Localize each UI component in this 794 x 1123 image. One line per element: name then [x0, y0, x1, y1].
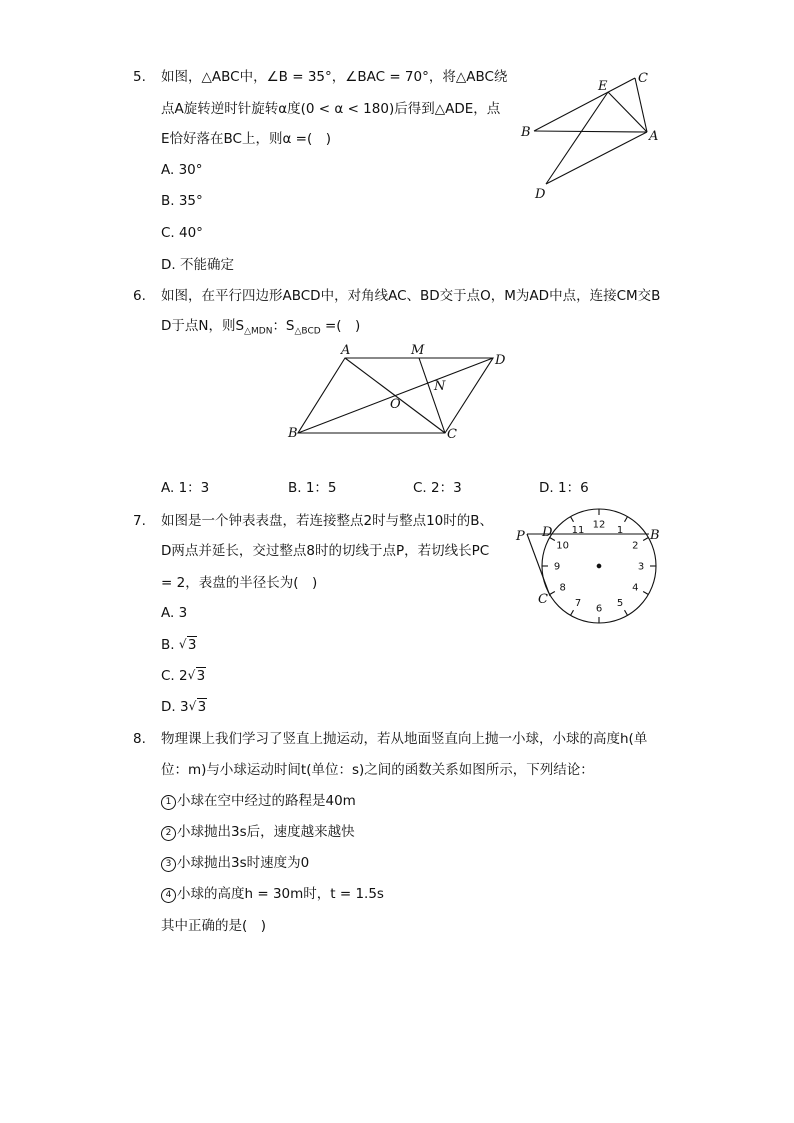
q7-option-d-radicand: 3 [197, 699, 207, 715]
q7-clock-number: 5 [616, 597, 624, 609]
q7-label-C: C [538, 592, 548, 607]
q5-line1: 如图，△ABC中，∠B = 35°，∠BAC = 70°，将△ABC绕 [161, 69, 508, 85]
q7-clock-number: 3 [637, 561, 645, 573]
q7-option-d-prefix: D. 3 [161, 699, 189, 715]
q7-option-c-prefix: C. 2 [161, 668, 188, 684]
q5-line2: 点A旋转逆时针旋转α度(0 < α < 180)后得到△ADE，点 [161, 101, 501, 117]
q6-option-a[interactable]: A. 1：3 [161, 480, 210, 496]
q7-option-b[interactable] [161, 636, 197, 654]
q6-sub-bcd: △BCD [294, 326, 321, 337]
q6-line1: 如图，在平行四边形ABCD中，对角线AC、BD交于点O，M为AD中点，连接CM交B [161, 288, 661, 304]
q8-item-2 [161, 823, 355, 841]
q7-clock-number: 12 [592, 519, 606, 531]
q8-item-2-text: 小球抛出3s后，速度越来越快 [177, 824, 355, 840]
q8-item-3 [161, 854, 309, 872]
q8-item-1 [161, 792, 356, 810]
q5-seg-DA [546, 132, 647, 184]
q5-label-D: D [535, 187, 546, 202]
q6-line2-b: ：S [272, 318, 295, 334]
q8-item-1-text: 小球在空中经过的路程是40m [177, 793, 356, 809]
circled-number-icon: 4 [161, 888, 176, 903]
q7-clock-tick [625, 517, 628, 522]
q7-clock-number: 10 [556, 540, 569, 552]
sqrt-icon [189, 698, 208, 716]
q6-sub-mdn: △MDN [244, 326, 273, 337]
q6-seg-CM [419, 358, 445, 433]
q7-line3: = 2，表盘的半径长为( ) [161, 575, 318, 591]
q7-clock-number: 7 [574, 597, 582, 609]
q7-clock-center [597, 564, 601, 568]
q7-clock-number: 8 [559, 582, 566, 594]
q5-option-d[interactable]: D. 不能确定 [161, 257, 234, 273]
q5-label-E: E [598, 79, 608, 94]
q6-line2-a: D于点N，则S [161, 318, 245, 334]
q5-triangle-figure [510, 62, 670, 204]
q7-line2: D两点并延长，交过整点8时的切线于点P，若切线长PC [161, 543, 490, 559]
q8-number: 8. [133, 731, 146, 747]
q7-clock-tick [571, 610, 574, 615]
q5-line3: E恰好落在BC上，则α =( ) [161, 131, 332, 147]
q8-item-4 [161, 885, 384, 903]
q7-option-a[interactable]: A. 3 [161, 605, 188, 621]
q6-parallelogram-figure [285, 340, 515, 445]
q7-clock-tick [571, 517, 574, 522]
q7-clock-tick [643, 538, 648, 541]
q5-number: 5. [133, 69, 146, 85]
q7-option-b-radicand: 3 [187, 637, 197, 653]
sqrt-icon [179, 636, 198, 654]
q6-line2 [161, 317, 360, 341]
q6-option-b[interactable]: B. 1：5 [288, 480, 337, 496]
q5-seg-ED [546, 92, 608, 184]
q6-label-B: B [288, 426, 298, 441]
q5-option-c[interactable]: C. 40° [161, 225, 203, 241]
q5-label-A: A [649, 129, 659, 144]
sqrt-icon [188, 667, 207, 685]
q7-option-d[interactable] [161, 698, 207, 716]
q7-option-c[interactable] [161, 667, 206, 685]
q6-number: 6. [133, 288, 146, 304]
q7-label-P: P [516, 529, 525, 544]
q5-option-b[interactable]: B. 35° [161, 193, 203, 209]
q7-label-B: B [650, 528, 660, 543]
q5-seg-CA [635, 78, 647, 132]
q7-clock-number: 6 [595, 603, 603, 615]
q7-clock-number: 11 [571, 525, 585, 537]
q7-clock-tick [643, 592, 648, 595]
circled-number-icon: 3 [161, 857, 176, 872]
q8-line1: 物理课上我们学习了竖直上抛运动，若从地面竖直向上抛一小球，小球的高度h(单 [161, 731, 648, 747]
q8-item-4-text: 小球的高度h = 30m时，t = 1.5s [177, 886, 384, 902]
q5-label-B: B [521, 125, 531, 140]
q7-clock-tick [550, 592, 555, 595]
q7-clock-number: 9 [553, 561, 561, 573]
q7-clock-figure [510, 506, 670, 626]
circled-number-icon: 1 [161, 795, 176, 810]
q7-line1: 如图是一个钟表表盘，若连接整点2时与整点10时的B、 [161, 513, 494, 529]
q7-label-D: D [542, 525, 553, 540]
q6-label-C: C [447, 427, 457, 442]
q7-clock-tick [625, 610, 628, 615]
q6-option-d[interactable]: D. 1：6 [539, 480, 589, 496]
q8-item-3-text: 小球抛出3s时速度为0 [177, 855, 310, 871]
q6-label-D: D [495, 353, 506, 368]
q7-option-c-radicand: 3 [196, 668, 206, 684]
q6-label-N: N [434, 379, 446, 394]
q7-option-b-prefix: B. [161, 637, 179, 653]
q6-option-c[interactable]: C. 2：3 [413, 480, 462, 496]
q5-seg-BA [534, 131, 647, 132]
q6-line2-c: =( ) [320, 318, 361, 334]
q5-seg-EA [608, 92, 647, 132]
q8-line2: 位：m)与小球运动时间t(单位：s)之间的函数关系如图所示，下列结论： [161, 762, 594, 778]
q5-label-C: C [638, 71, 648, 86]
q7-number: 7. [133, 513, 146, 529]
q6-diagonal-BD [298, 358, 493, 433]
q6-label-A: A [341, 343, 351, 358]
q7-clock-number: 4 [632, 582, 639, 594]
q6-label-O: O [390, 397, 401, 412]
q7-clock-number: 2 [632, 540, 639, 552]
q6-label-M: M [411, 343, 425, 358]
q5-option-a[interactable]: A. 30° [161, 162, 203, 178]
circled-number-icon: 2 [161, 826, 176, 841]
q8-conclusion: 其中正确的是( ) [161, 918, 267, 934]
q7-clock-number: 1 [616, 525, 624, 537]
